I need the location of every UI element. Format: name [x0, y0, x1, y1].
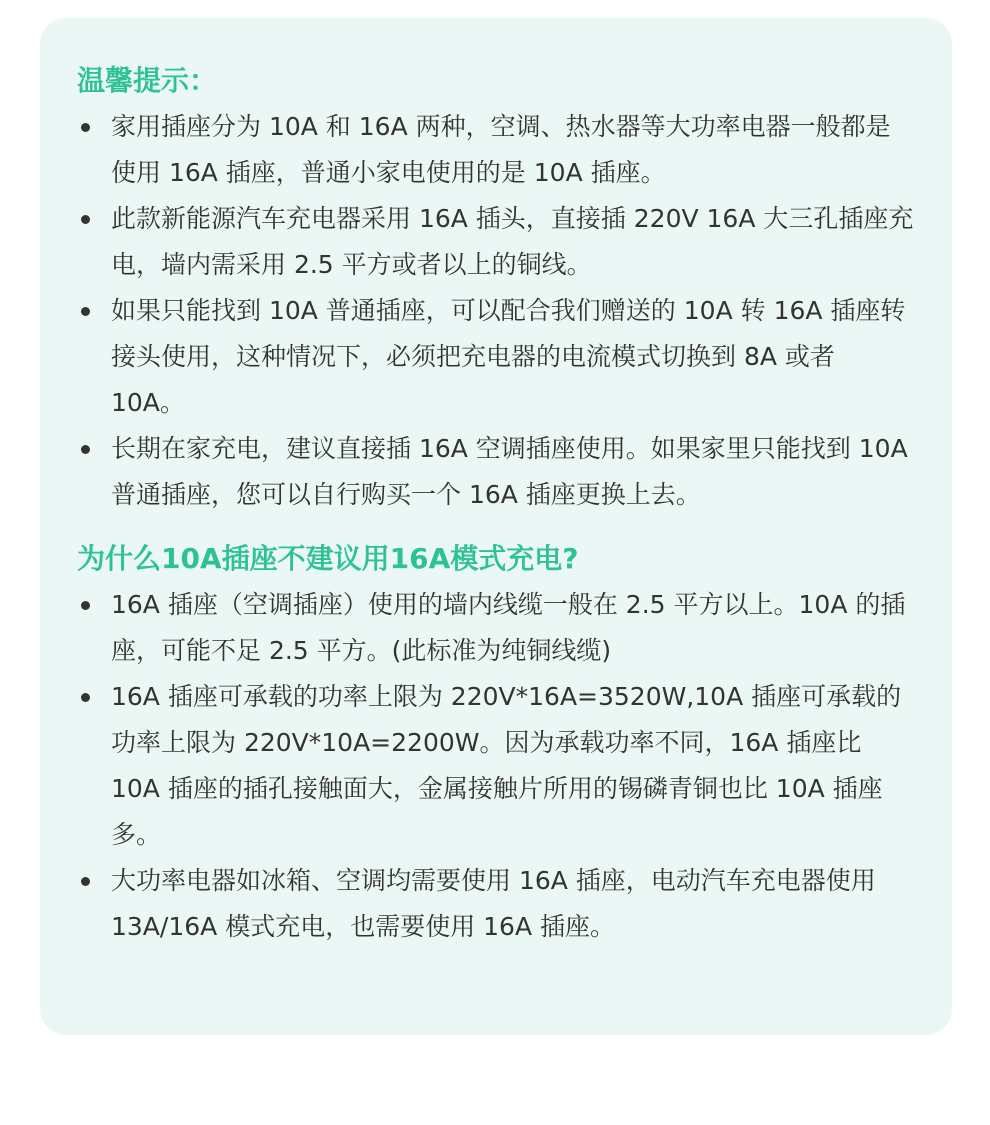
list-item-text: 如果只能找到 10A 普通插座，可以配合我们赠送的 10A 转 16A 插座转接头使用，这种情况下，必须把充电器的电流模式切换到 8A 或者 10A。: [111, 296, 906, 417]
bullet-icon: [81, 877, 90, 886]
bullet-icon: [81, 601, 90, 610]
bullet-icon: [81, 123, 90, 132]
list-item: [77, 582, 914, 674]
list-item-text: 16A 插座（空调插座）使用的墙内线缆一般在 2.5 平方以上。10A 的插座，可能不足 2.5 平方。(此标准为纯铜线缆): [111, 590, 906, 665]
section-title-tips: 温馨提示：: [77, 64, 218, 97]
tips-card: [40, 18, 952, 1035]
section-title-why: 为什么10A插座不建议用16A模式充电?: [77, 542, 579, 575]
why-list: [77, 582, 914, 950]
bullet-icon: [81, 693, 90, 702]
list-item-text: 长期在家充电，建议直接插 16A 空调插座使用。如果家里只能找到 10A 普通插座，您可以自行购买一个 16A 插座更换上去。: [111, 434, 908, 509]
list-item-text: 16A 插座可承载的功率上限为 220V*16A=3520W,10A 插座可承载的功率上限为 220V*10A=2200W。因为承载功率不同，16A 插座比 10A 插座的插孔接触面大，金属接触片所用的锡磷青铜也比 10A 插座多。: [111, 682, 902, 849]
list-item-text: 家用插座分为 10A 和 16A 两种，空调、热水器等大功率电器一般都是使用 16A 插座，普通小家电使用的是 10A 插座。: [111, 112, 891, 187]
list-item: [77, 674, 914, 858]
bullet-icon: [81, 445, 90, 454]
list-item: [77, 858, 914, 950]
list-item: [77, 426, 914, 518]
tips-list: [77, 104, 914, 518]
list-item: [77, 288, 914, 426]
list-item: [77, 196, 914, 288]
list-item: [77, 104, 914, 196]
list-item-text: 此款新能源汽车充电器采用 16A 插头，直接插 220V 16A 大三孔插座充电，墙内需采用 2.5 平方或者以上的铜线。: [111, 204, 914, 279]
bullet-icon: [81, 307, 90, 316]
bullet-icon: [81, 215, 90, 224]
list-item-text: 大功率电器如冰箱、空调均需要使用 16A 插座，电动汽车充电器使用 13A/16A 模式充电，也需要使用 16A 插座。: [111, 866, 876, 941]
